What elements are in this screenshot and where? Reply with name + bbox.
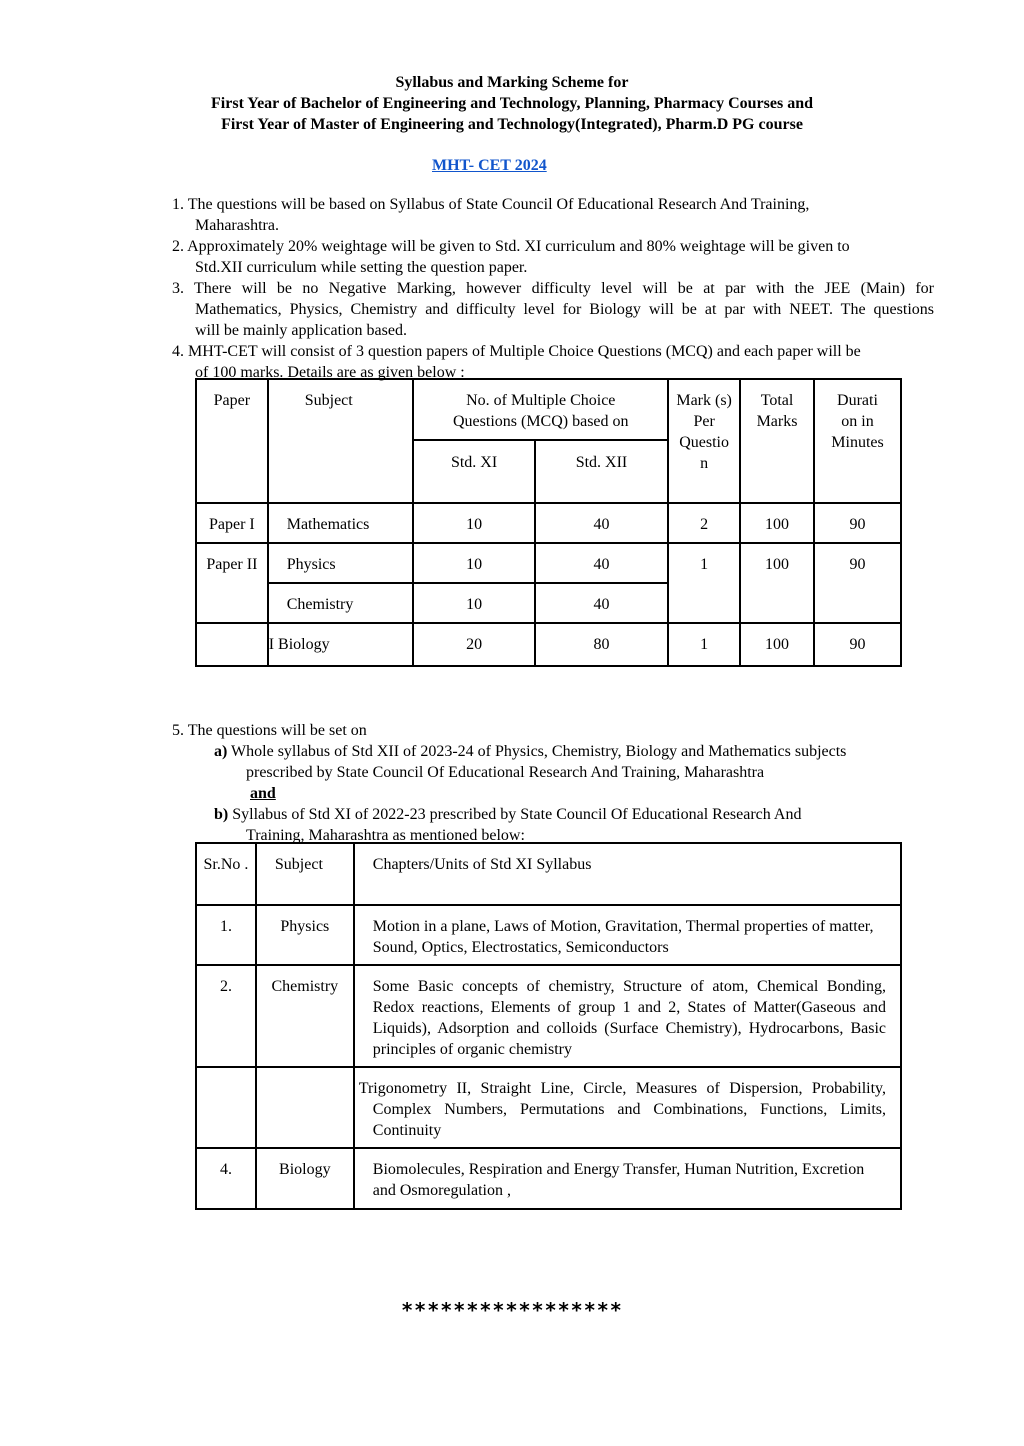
header-mcq: No. of Multiple Choice Questions (MCQ) based on	[413, 379, 668, 440]
cell-subject: Physics	[268, 543, 414, 583]
point-3-line-1: 3. There will be no Negative Marking, however difficulty level will be at par with the JEE (Main) for	[172, 280, 934, 297]
marks-scheme-table	[195, 378, 902, 667]
option-b-text-2: Training, Maharashtra as mentioned below:	[246, 827, 525, 844]
header-total-marks: Total Marks	[740, 379, 814, 503]
cell-subject: Biology	[256, 1148, 354, 1209]
point-4-line-2: of 100 marks. Details are as given below :	[195, 364, 465, 381]
cell-sr-no: 1.	[196, 905, 256, 965]
cell-std-xi: 20	[413, 623, 534, 666]
instructions-list	[172, 194, 934, 383]
end-of-document-stars: *****************	[401, 1298, 623, 1322]
table-row	[196, 503, 901, 543]
header-paper: Paper	[196, 379, 268, 503]
cell-std-xii: 80	[535, 623, 668, 666]
cell-subject: Mathematics	[268, 503, 414, 543]
cell-paper: Paper I	[196, 503, 268, 543]
header-std-xi: Std. XI	[413, 440, 534, 503]
point-4-line-1: 4. MHT-CET will consist of 3 question papers of Multiple Choice Questions (MCQ) and each paper will be	[172, 343, 861, 360]
cell-total: 100	[740, 503, 814, 543]
cell-duration: 90	[814, 623, 901, 666]
cell-duration: 90	[814, 503, 901, 543]
cell-std-xi: 10	[413, 503, 534, 543]
header-subject: Subject	[268, 379, 414, 503]
option-a-text-1: Whole syllabus of Std XII of 2023-24 of Physics, Chemistry, Biology and Mathematics subjects	[231, 743, 847, 760]
point-1-line-1: 1. The questions will be based on Syllabus of State Council Of Educational Research And Training,	[172, 196, 810, 213]
cell-std-xii: 40	[535, 583, 668, 623]
header-std-xii: Std. XII	[535, 440, 668, 503]
table-row	[196, 543, 901, 583]
syllabus-table	[195, 842, 902, 1210]
cell-total: 100	[740, 623, 814, 666]
point-5-section	[172, 720, 932, 846]
heading-line-1: Syllabus and Marking Scheme for	[395, 74, 629, 91]
point-5-intro: 5. The questions will be set on	[172, 722, 367, 739]
point-2-line-2: Std.XII curriculum while setting the question paper.	[195, 259, 528, 276]
point-3-line-3: will be mainly application based.	[195, 322, 407, 339]
table-row	[196, 905, 901, 965]
point-2-line-1: 2. Approximately 20% weightage will be given to Std. XI curriculum and 80% weightage will be given to	[172, 238, 850, 255]
cell-mark: 1	[668, 623, 740, 666]
cell-chapters: Trigonometry II, Straight Line, Circle, Measures of Dispersion, Probability, Complex Numbers, Permutations and Combinations, Functions, Limits, Continuity	[354, 1067, 901, 1148]
cell-paper	[196, 623, 268, 666]
table-row	[196, 1148, 901, 1209]
cell-chapters: Biomolecules, Respiration and Energy Transfer, Human Nutrition, Excretion and Osmoregulation ,	[354, 1148, 901, 1209]
cell-chapters: Motion in a plane, Laws of Motion, Gravitation, Thermal properties of matter, Sound, Optics, Electrostatics, Semiconductors	[354, 905, 901, 965]
cell-subject	[256, 1067, 354, 1148]
cell-subject: Physics	[256, 905, 354, 965]
option-a-label: a)	[214, 743, 228, 760]
cell-mark: 1	[668, 543, 740, 623]
option-b-text-1: Syllabus of Std XI of 2022-23 prescribed by State Council Of Educational Research And	[232, 806, 802, 823]
and-connector: and	[250, 785, 276, 802]
cell-duration: 90	[814, 543, 901, 623]
header-chapters: Chapters/Units of Std XI Syllabus	[354, 843, 901, 905]
header-mark-per-question: Mark (s) Per Questio n	[668, 379, 740, 503]
cell-mark: 2	[668, 503, 740, 543]
heading-line-2: First Year of Bachelor of Engineering and Technology, Planning, Pharmacy Courses and	[211, 95, 813, 112]
cell-sr-no: 4.	[196, 1148, 256, 1209]
header-sr-no: Sr.No .	[196, 843, 256, 905]
cell-std-xi: 10	[413, 543, 534, 583]
cell-subject: Chemistry	[268, 583, 414, 623]
option-b-label: b)	[214, 806, 229, 823]
point-3-line-2: Mathematics, Physics, Chemistry and difficulty level for Biology will be at par with NEET. The questions	[195, 301, 934, 318]
cell-subject: Chemistry	[256, 965, 354, 1067]
header-duration: Durati on in Minutes	[814, 379, 901, 503]
option-a-text-2: prescribed by State Council Of Educational Research And Training, Maharashtra	[246, 764, 765, 781]
point-1-line-2: Maharashtra.	[195, 217, 279, 234]
exam-title-link[interactable]: MHT- CET 2024	[432, 157, 547, 174]
cell-std-xi: 10	[413, 583, 534, 623]
cell-subject: I Biology	[268, 623, 414, 666]
cell-sr-no: 2.	[196, 965, 256, 1067]
table-row	[196, 623, 901, 666]
header-subject: Subject	[256, 843, 354, 905]
table-row	[196, 965, 901, 1067]
cell-total: 100	[740, 543, 814, 623]
table-row	[196, 1067, 901, 1148]
cell-std-xii: 40	[535, 503, 668, 543]
heading-line-3: First Year of Master of Engineering and Technology(Integrated), Pharm.D PG course	[221, 116, 803, 133]
cell-paper: Paper II	[196, 543, 268, 623]
cell-sr-no	[196, 1067, 256, 1148]
cell-chapters: Some Basic concepts of chemistry, Structure of atom, Chemical Bonding, Redox reactions, Elements of group 1 and 2, States of Matter(Gaseous and Liquids), Adsorption and colloids (Surface Chemistry), Hydrocarbons, Basic principles of organic chemistry	[354, 965, 901, 1067]
cell-std-xii: 40	[535, 543, 668, 583]
